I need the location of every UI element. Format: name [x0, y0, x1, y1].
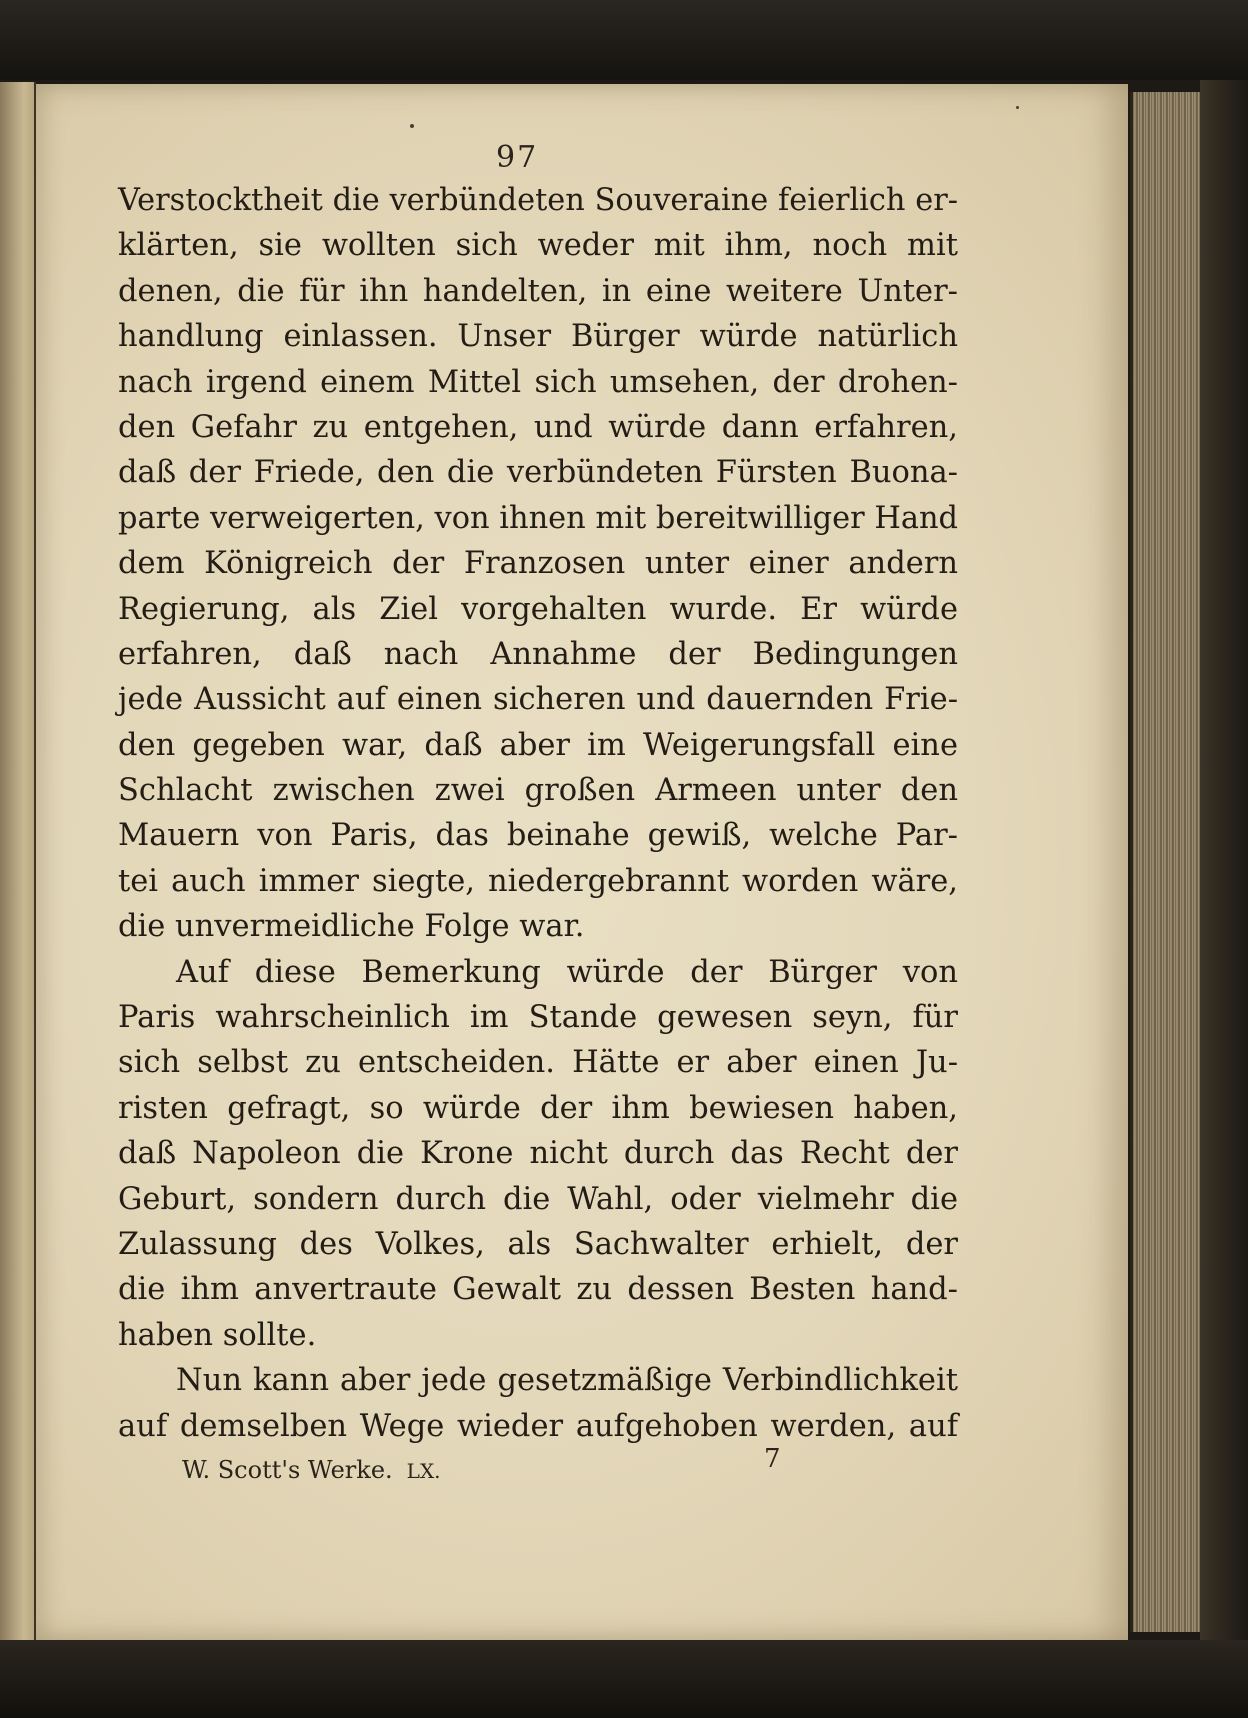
- text-line: Mauern von Paris, das beinahe gewiß, welche Par-: [118, 818, 958, 854]
- facing-page-edge: [0, 82, 36, 1642]
- book-cover-edge: [1200, 80, 1248, 1718]
- text-line: Nun kann aber jede gesetzmäßige Verbindlichkeit: [176, 1363, 958, 1399]
- text-line: denen, die für ihn handelten, in eine weitere Unter-: [118, 273, 958, 309]
- paper-speck: [1016, 106, 1019, 109]
- body-text: [118, 178, 958, 1449]
- text-line: daß Napoleon die Krone nicht durch das Recht der: [118, 1136, 958, 1172]
- text-line: Auf diese Bemerkung würde der Bürger von: [176, 954, 958, 990]
- text-line: handlung einlassen. Unser Bürger würde natürlich: [118, 319, 958, 355]
- text-line: tei auch immer siegte, niedergebrannt worden wäre,: [118, 863, 958, 899]
- text-line: Paris wahrscheinlich im Stande gewesen seyn, für: [118, 1000, 958, 1036]
- footer-title: W. Scott's Werke.: [182, 1456, 393, 1484]
- text-line: Schlacht zwischen zwei großen Armeen unter den: [118, 773, 958, 809]
- page-number: 97: [496, 140, 539, 175]
- text-line: Verstocktheit die verbündeten Souveraine feierlich er-: [118, 183, 958, 218]
- text-line: den Gefahr zu entgehen, und würde dann erfahren,: [118, 409, 958, 445]
- footer-volume: LX.: [406, 1459, 441, 1483]
- text-line: risten gefragt, so würde der ihm bewiesen haben,: [118, 1090, 958, 1126]
- text-line: klärten, sie wollten sich weder mit ihm, noch mit: [118, 228, 958, 264]
- text-line: die unvermeidliche Folge war.: [118, 909, 585, 945]
- binding-shadow-bottom: [0, 1640, 1248, 1718]
- text-line: haben sollte.: [118, 1317, 317, 1353]
- text-line: Regierung, als Ziel vorgehalten wurde. Er würde: [118, 591, 958, 627]
- text-line: daß der Friede, den die verbündeten Fürsten Buona-: [118, 455, 958, 491]
- sheet-signature-number: 7: [764, 1444, 781, 1474]
- text-line: Geburt, sondern durch die Wahl, oder vielmehr die: [118, 1181, 958, 1217]
- paper-speck: [410, 124, 414, 128]
- text-line: den gegeben war, daß aber im Weigerungsfall eine: [118, 727, 958, 763]
- binding-shadow-top: [0, 0, 1248, 80]
- text-line: jede Aussicht auf einen sicheren und dauernden Frie-: [118, 682, 958, 718]
- text-line: sich selbst zu entscheiden. Hätte er aber einen Ju-: [118, 1045, 958, 1081]
- text-line: nach irgend einem Mittel sich umsehen, der drohen-: [118, 364, 958, 400]
- text-line: dem Königreich der Franzosen unter einer andern: [118, 546, 958, 582]
- text-line: erfahren, daß nach Annahme der Bedingungen: [118, 636, 958, 672]
- text-line: Zulassung des Volkes, als Sachwalter erhielt, der: [118, 1226, 958, 1262]
- text-line: die ihm anvertraute Gewalt zu dessen Besten hand-: [118, 1272, 958, 1308]
- footer-signature: [182, 1456, 441, 1484]
- text-line: parte verweigerten, von ihnen mit bereitwilliger Hand: [118, 500, 958, 536]
- text-line: auf demselben Wege wieder aufgehoben werden, auf: [118, 1408, 958, 1444]
